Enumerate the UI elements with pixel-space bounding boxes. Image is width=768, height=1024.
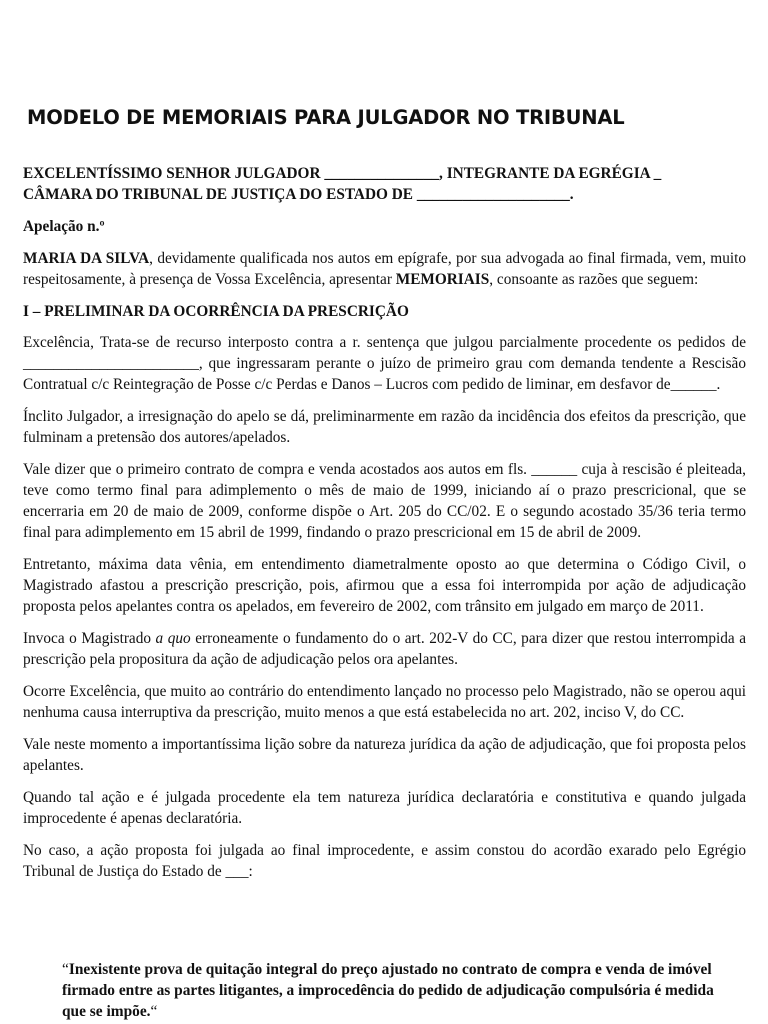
intro-text-before: , devidamente qualificada nos autos em epígrafe, por sua advogada ao final firmada, vem, muito respeitosamente, à presença de Vossa Excelência, apresentar — [23, 250, 746, 288]
intro-text-after: , consoante as razões que seguem: — [489, 271, 699, 288]
addressee-line-2: CÂMARA DO TRIBUNAL DE JUSTIÇA DO ESTADO DE ____________________. — [23, 186, 574, 203]
quote-text: Inexistente prova de quitação integral do preço ajustado no contrato de compra e venda de imóvel firmado entre as partes litigantes, a improcedência do pedido de adjudicação compulsória é medida que se impõe. — [62, 961, 714, 1020]
appeal-number: Apelação n.º — [23, 218, 105, 235]
document-body — [23, 163, 746, 893]
paragraph-1: Excelência, Trata-se de recurso interposto contra a r. sentença que julgou parcialmente procedente os pedidos de _______________________, que ingressaram perante o juízo de primeiro grau com demanda tendente a Rescisão Contratual c/c Reintegração de Posse c/c Perdas e Danos – Lucros com pedido de liminar, em desfavor de______. — [23, 334, 746, 393]
quote-close-mark: “ — [150, 1003, 158, 1020]
intro-paragraph — [23, 248, 746, 290]
paragraph-6: Ocorre Excelência, que muito ao contrário do entendimento lançado no processo pelo Magistrado, não se operou aqui nenhuma causa interruptiva da prescrição, muito menos a que está estabelecida no art. 202, inciso V, do CC. — [23, 683, 746, 721]
court-quote — [62, 959, 722, 1022]
document-title: MODELO DE MEMORIAIS PARA JULGADOR NO TRIBUNAL — [27, 106, 625, 129]
paragraph-5-after: erroneamente o fundamento do o art. 202-V do CC, para dizer que restou interrompida a prescrição pela propositura da ação de adjudicação pelos ora apelantes. — [23, 630, 747, 668]
party-name: MARIA DA SILVA — [23, 250, 150, 267]
paragraph-5-before: Invoca o Magistrado — [23, 630, 156, 647]
paragraph-5 — [23, 628, 746, 670]
paragraph-4: Entretanto, máxima data vênia, em entendimento diametralmente oposto ao que determina o Código Civil, o Magistrado afastou a prescrição prescrição, pois, afirmou que a essa foi interrompida por ação de adjudicação proposta pelos apelantes contra os apelados, em fevereiro de 2002, com trânsito em julgado em março de 2011. — [23, 556, 746, 615]
addressee-line-1: EXCELENTÍSSIMO SENHOR JULGADOR _______________, INTEGRANTE DA EGRÉGIA _ — [23, 165, 662, 182]
quote-open-mark: “ — [62, 961, 69, 978]
section-heading: I – PRELIMINAR DA OCORRÊNCIA DA PRESCRIÇÃO — [23, 303, 409, 320]
paragraph-8: Quando tal ação e é julgada procedente ela tem natureza jurídica declaratória e constitutiva e quando julgada improcedente é apenas declaratória. — [23, 789, 746, 827]
paragraph-9: No caso, a ação proposta foi julgada ao final improcedente, e assim constou do acordão exarado pelo Egrégio Tribunal de Justiça do Estado de ___: — [23, 842, 746, 880]
addressee-block — [23, 163, 746, 205]
paragraph-2: Ínclito Julgador, a irresignação do apelo se dá, preliminarmente em razão da incidência dos efeitos da prescrição, que fulminam a pretensão dos autores/apelados. — [23, 408, 746, 446]
memoriais-word: MEMORIAIS — [395, 271, 490, 288]
a-quo-italic: a quo — [155, 630, 191, 647]
paragraph-7: Vale neste momento a importantíssima lição sobre da natureza jurídica da ação de adjudicação, que foi proposta pelos apelantes. — [23, 736, 746, 774]
paragraph-3: Vale dizer que o primeiro contrato de compra e venda acostados aos autos em fls. ______ cuja à rescisão é pleiteada, teve como termo final para adimplemento o mês de maio de 1999, iniciando aí o prazo prescricional, que se encerraria em 20 de maio de 2009, conforme dispõe o Art. 205 do CC/02. E o segundo acostado 35/36 teria termo final para adimplemento em 15 abril de 1999, findando o prazo prescricional em 15 de abril de 2009. — [23, 461, 746, 541]
